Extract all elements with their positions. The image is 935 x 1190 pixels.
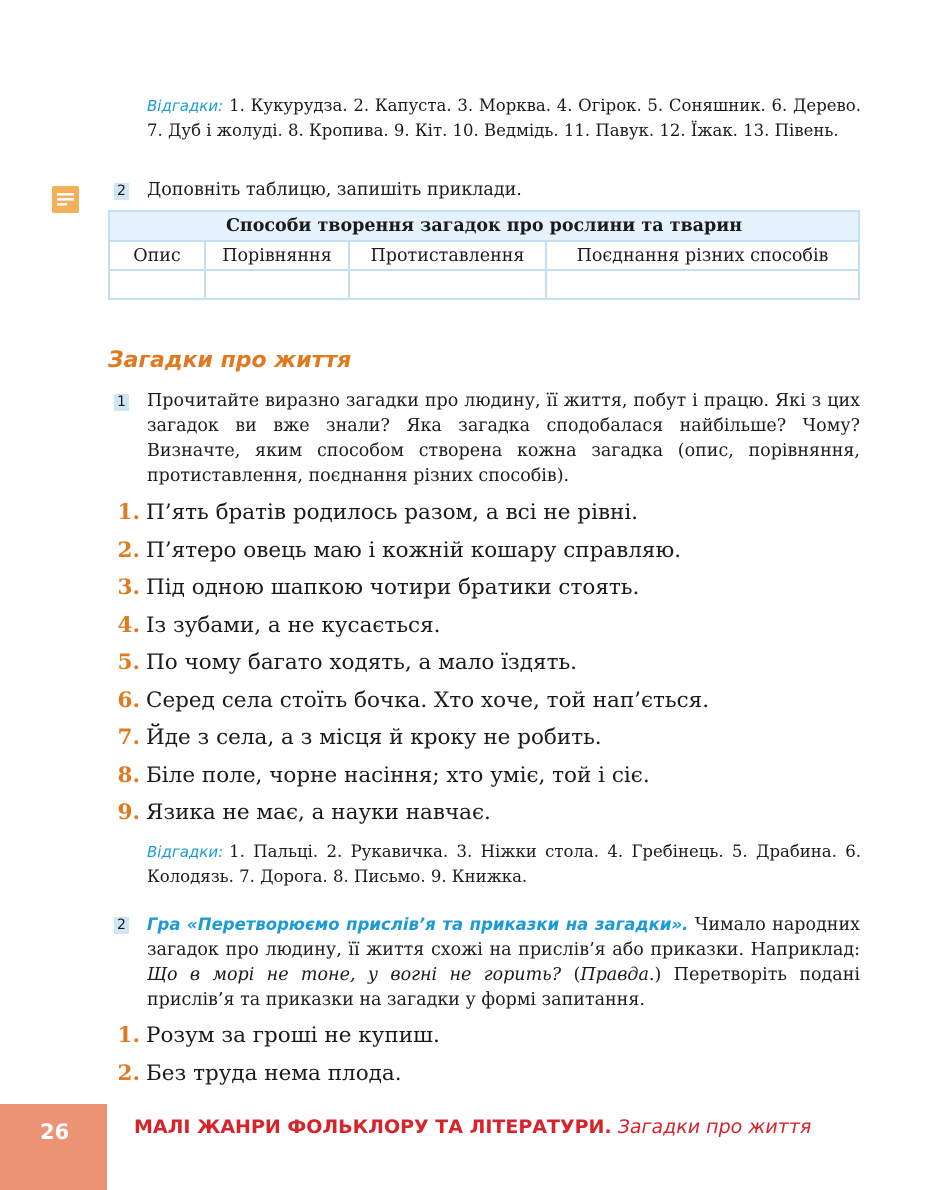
task-instruction	[147, 912, 860, 1013]
list-item	[114, 573, 709, 611]
task-text: Чимало народних загадок про людину, її життя схожі на прислів’я або приказки. Наприклад:	[147, 915, 860, 960]
list-item	[114, 648, 709, 686]
footer-section-title: Загадки про життя	[617, 1116, 812, 1138]
riddle-text: Йде з села, а з місця й кроку не робить.	[146, 725, 602, 750]
riddle-text: П’ятеро овець маю і кожній кошару справляю.	[146, 537, 682, 563]
table-empty-cell[interactable]	[205, 270, 349, 299]
answers-text: 1. Кукурудза. 2. Капуста. 3. Морква. 4. Огірок. 5. Соняшник. 6. Дерево. 7. Дуб і жолуді. 8. Кропива. 9. Кіт. 10. Ведмідь. 11. Павук. 12. Їжак. 13. Півень.	[147, 96, 861, 140]
riddle-text: П’ять братів родилось разом, а всі не рівні.	[146, 500, 639, 525]
list-item	[114, 611, 709, 649]
task-number: 1	[114, 394, 129, 411]
riddle-text: По чому багато ходять, а мало їздять.	[146, 650, 578, 675]
table-header-cell: Опис	[109, 241, 205, 270]
table-header-cell: Протиставлення	[349, 241, 546, 270]
list-item	[114, 761, 709, 799]
riddle-number: 3.	[117, 575, 140, 600]
section-title: Загадки про життя	[108, 348, 352, 373]
list-item	[114, 1021, 440, 1059]
list-item	[114, 798, 709, 836]
table-empty-cell[interactable]	[349, 270, 546, 299]
task-number: 2	[114, 917, 129, 934]
game-title: Гра «Перетворюємо прислів’я та приказки на загадки».	[147, 915, 689, 934]
riddle-text: Серед села стоїть бочка. Хто хоче, той нап’ється.	[146, 687, 710, 713]
proverb-text: Розум за гроші не купиш.	[146, 1023, 440, 1048]
table-title: Способи творення загадок про рослини та тварин	[109, 211, 859, 241]
answers-block	[147, 840, 861, 888]
proverb-list	[114, 1021, 440, 1096]
running-footer	[134, 1116, 811, 1138]
task-instruction: Доповніть таблицю, запишіть приклади.	[147, 180, 522, 200]
task-instruction: Прочитайте виразно загадки про людину, її життя, побут і працю. Які з цих загадок ви вже знали? Яка загадка сподобалася найбільше? Чому? Визначте, яким способом створена кожна загадка (опис, порівняння, протиставлення, поєднання різних способів).	[147, 391, 860, 486]
riddle-list	[114, 498, 709, 836]
example-riddle: Що в морі не тоне, у вогні не горить?	[147, 965, 562, 985]
notebook-icon	[52, 186, 79, 213]
list-item	[114, 536, 709, 574]
riddle-text: Під одною шапкою чотири братики стоять.	[146, 575, 640, 600]
riddle-number: 2.	[117, 537, 140, 563]
answers-text: 1. Пальці. 2. Рукавичка. 3. Ніжки стола. 4. Гребінець. 5. Драбина. 6. Колодязь. 7. Дорога. 8. Письмо. 9. Книжка.	[147, 842, 861, 886]
list-item	[114, 1059, 440, 1097]
proverb-number: 1.	[117, 1023, 140, 1048]
riddle-number: 5.	[117, 650, 140, 675]
table-empty-cell[interactable]	[546, 270, 859, 299]
table-header-cell: Порівняння	[205, 241, 349, 270]
answers-label: Відгадки:	[147, 97, 224, 115]
chapter-title: МАЛІ ЖАНРИ ФОЛЬКЛОРУ ТА ЛІТЕРАТУРИ.	[134, 1116, 612, 1138]
riddle-number: 6.	[117, 687, 140, 713]
fill-in-table	[108, 210, 860, 300]
task-text: (	[573, 965, 581, 985]
task-text: ) Перетворіть подані прислів’я та приказки на загадки у формі запитання.	[147, 965, 860, 1010]
list-item	[114, 498, 709, 536]
page-number: 26	[40, 1120, 70, 1144]
riddle-text: Язика не має, а науки навчає.	[146, 800, 491, 825]
riddle-number: 4.	[117, 612, 140, 638]
riddle-text: Біле поле, чорне насіння; хто уміє, той і сіє.	[146, 762, 650, 788]
table-header-cell: Поєднання різних способів	[546, 241, 859, 270]
answers-block	[147, 94, 861, 142]
riddle-number: 8.	[117, 762, 140, 788]
riddle-number: 9.	[117, 800, 140, 825]
riddle-number: 1.	[117, 500, 140, 525]
proverb-number: 2.	[117, 1060, 140, 1086]
list-item	[114, 723, 709, 761]
riddle-number: 7.	[117, 725, 140, 750]
page-number-box	[0, 1104, 107, 1190]
proverb-text: Без труда нема плода.	[146, 1060, 402, 1086]
list-item	[114, 686, 709, 724]
riddle-text: Із зубами, а не кусається.	[146, 612, 441, 638]
table-empty-cell[interactable]	[109, 270, 205, 299]
example-answer: Правда.	[580, 965, 655, 985]
task-number: 2	[114, 183, 129, 200]
answers-label: Відгадки:	[147, 843, 224, 861]
